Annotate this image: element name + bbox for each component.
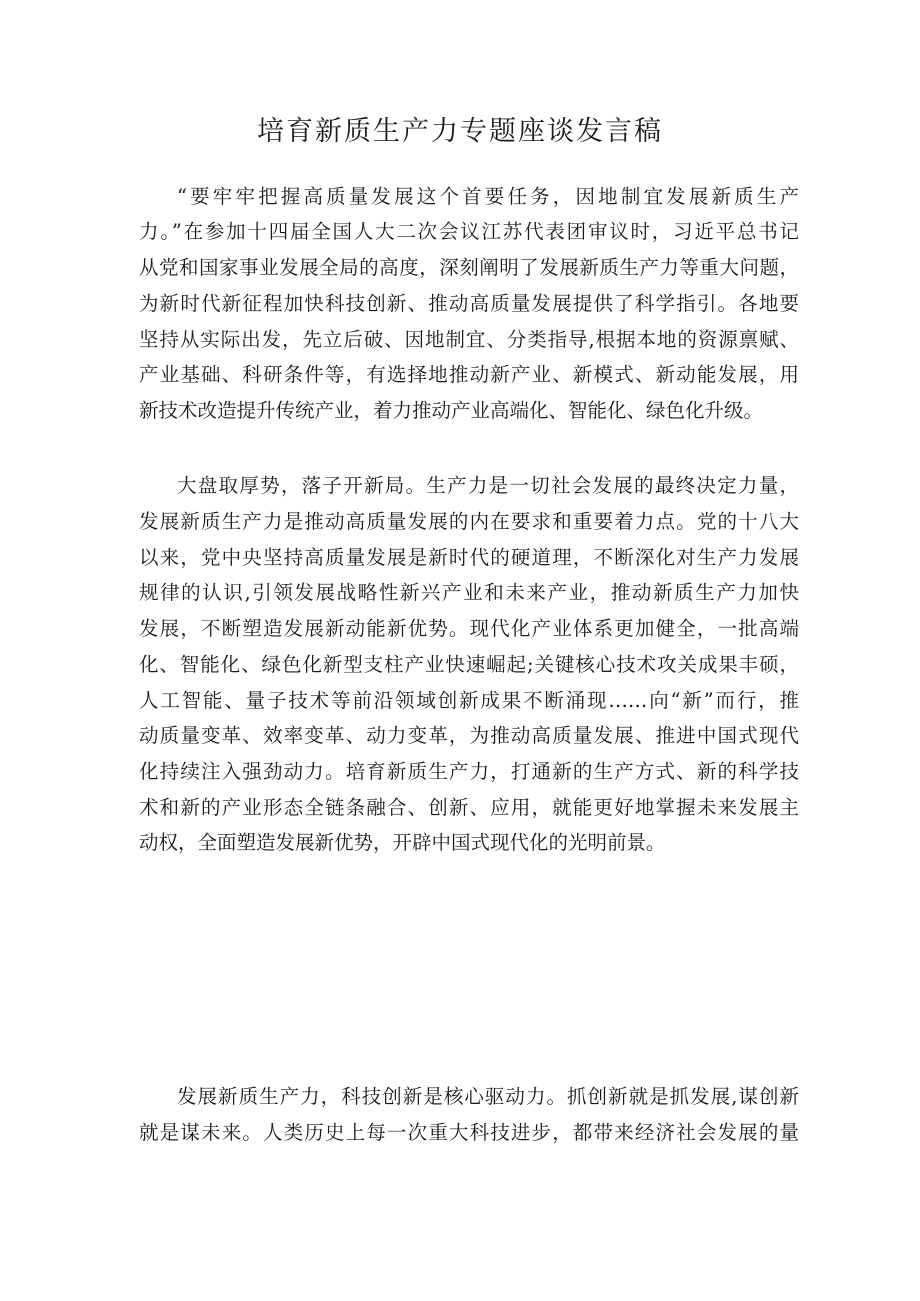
paragraph-line: 就是谋未来。人类历史上每一次重大科技进步，都带来经济社会发展的量 (139, 1121, 799, 1144)
paragraph-line: 产业基础、科研条件等，有选择地推动新产业、新模式、新动能发展，用 (139, 363, 799, 386)
paragraph-line: 从党和国家事业发展全局的高度，深刻阐明了发展新质生产力等重大问题， (139, 256, 799, 279)
paragraph-line: 发展，不断塑造发展新动能新优势。现代化产业体系更加健全，一批高端 (139, 617, 799, 640)
paragraph-line: 坚持从实际出发，先立后破、因地制宜、分类指导,根据本地的资源禀赋、 (139, 328, 799, 351)
paragraph-line: 人工智能、量子技术等前沿领域创新成果不断涌现……向“新”而行，推 (139, 689, 799, 712)
paragraph-line: 为新时代新征程加快科技创新、推动高质量发展提供了科学指引。各地要 (139, 292, 799, 315)
paragraph-line: 发展新质生产力，科技创新是核心驱动力。抓创新就是抓发展,谋创新 (177, 1085, 799, 1108)
paragraph-line: 大盘取厚势，落子开新局。生产力是一切社会发展的最终决定力量， (177, 474, 799, 497)
paragraph-line: 化、智能化、绿色化新型支柱产业快速崛起;关键核心技术攻关成果丰硕， (139, 653, 799, 676)
paragraph-line: 术和新的产业形态全链条融合、创新、应用，就能更好地掌握未来发展主 (139, 796, 799, 819)
paragraph-line: 化持续注入强劲动力。培育新质生产力，打通新的生产方式、新的科学技 (139, 760, 799, 783)
document-title: 培育新质生产力专题座谈发言稿 (257, 116, 663, 147)
paragraph-line: 动质量变革、效率变革、动力变革，为推动高质量发展、推进中国式现代 (139, 724, 799, 747)
paragraph-line: 以来，党中央坚持高质量发展是新时代的硬道理，不断深化对生产力发展 (139, 546, 799, 569)
paragraph-line: 发展新质生产力是推动高质量发展的内在要求和重要着力点。党的十八大 (139, 510, 799, 533)
paragraph-line: 规律的认识,引领发展战略性新兴产业和未来产业，推动新质生产力加快 (139, 581, 799, 604)
paragraph-line: 力。”在参加十四届全国人大二次会议江苏代表团审议时，习近平总书记 (139, 220, 799, 243)
paragraph-line: “要牢牢把握高质量发展这个首要任务，因地制宜发展新质生产 (177, 185, 799, 208)
paragraph-line: 动权，全面塑造发展新优势，开辟中国式现代化的光明前景。 (139, 831, 666, 854)
paragraph-line: 新技术改造提升传统产业，着力推动产业高端化、智能化、绿色化升级。 (139, 399, 764, 422)
